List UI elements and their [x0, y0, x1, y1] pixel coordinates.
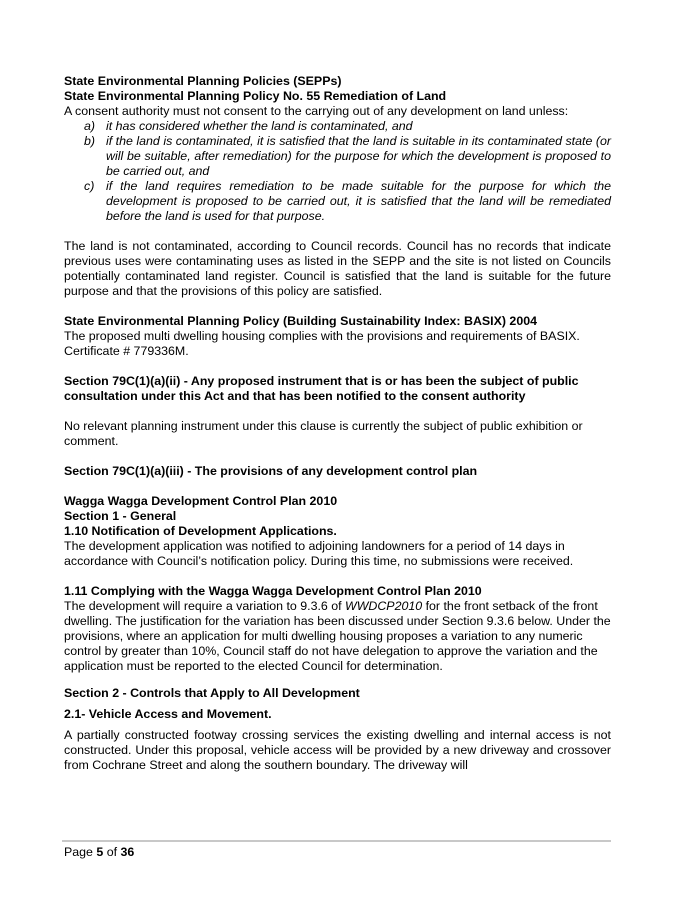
clause-item: [64, 119, 611, 134]
page-total: 36: [120, 845, 135, 859]
basix-heading: State Environmental Planning Policy (Building Sustainability Index: BASIX) 2004: [64, 314, 537, 328]
page-label: Page: [64, 845, 97, 859]
s79c-ii-paragraph: No relevant planning instrument under this clause is currently the subject of public exhibition or comment.: [64, 419, 583, 448]
clause-item: [64, 179, 611, 224]
of-label: of: [103, 845, 121, 859]
clause-text: if the land is contaminated, it is satisfied that the land is suitable in its contaminated state (or will be suitable, after remediation) for the purpose for which the development is proposed to be carried out, and: [106, 134, 611, 178]
clause-item: [64, 134, 611, 179]
basix-paragraph: The proposed multi dwelling housing complies with the provisions and requirements of BASIX. Certificate # 779336M.: [64, 329, 580, 358]
sepp55-clause-list: [64, 119, 611, 224]
wwdcp-reference: WWDCP2010: [345, 599, 423, 613]
dcp-section1-heading: Section 1 - General: [64, 509, 177, 523]
dcp-section2-heading: Section 2 - Controls that Apply to All Development: [64, 686, 360, 700]
complying-text-1: The development will require a variation to 9.3.6 of: [64, 599, 346, 613]
vehicle-access-paragraph: A partially constructed footway crossing services the existing dwelling and internal access is not constructed. Under this proposal, vehicle access will be provided by a new driveway and crossover from Cochrane Street and along the southern boundary. The driveway will: [64, 728, 611, 772]
notification-paragraph: The development application was notified to adjoining landowners for a period of 14 days in accordance with Council’s notification policy. During this time, no submissions were received.: [64, 539, 574, 568]
notification-heading: 1.10 Notification of Development Applications.: [64, 524, 337, 538]
clause-marker: c): [84, 179, 95, 193]
sepp55-heading: State Environmental Planning Policy No. 55 Remediation of Land: [64, 89, 447, 103]
page-footer: [64, 845, 134, 859]
s79c-ii-heading: Section 79C(1)(a)(ii) - Any proposed instrument that is or has been the subject of public consultation under this Act and that has been notified to the consent authority: [64, 374, 579, 403]
page-number: 5: [96, 845, 104, 859]
complying-paragraph: [64, 599, 611, 674]
clause-marker: b): [84, 134, 96, 148]
clause-marker: a): [84, 119, 96, 133]
dcp-title: Wagga Wagga Development Control Plan 2010: [64, 494, 338, 508]
contamination-paragraph: The land is not contaminated, according to Council records. Council has no records that indicate previous uses were contaminating uses as listed in the SEPP and the site is not listed on Councils potentially contaminated land register. Council is satisfied that the land is suitable for the future purpose and that the provisions of this policy are satisfied.: [64, 239, 611, 298]
document-body: [64, 74, 611, 773]
sepp55-intro: A consent authority must not consent to the carrying out of any development on land unless:: [64, 104, 569, 118]
clause-text: it has considered whether the land is contaminated, and: [106, 119, 413, 133]
clause-text: if the land requires remediation to be made suitable for the purpose for which the development is proposed to be carried out, it is satisfied that the land will be remediated before the land is used for that purpose.: [106, 179, 611, 223]
sepp-heading: State Environmental Planning Policies (SEPPs): [64, 74, 342, 88]
s79c-iii-heading: Section 79C(1)(a)(iii) - The provisions of any development control plan: [64, 464, 478, 478]
complying-heading: 1.11 Complying with the Wagga Wagga Development Control Plan 2010: [64, 584, 482, 598]
footer-divider: [62, 840, 611, 842]
vehicle-access-heading: 2.1- Vehicle Access and Movement.: [64, 707, 272, 721]
complying-text-2: for the front setback of the front dwelling. The justification for the variation has been discussed under Section 9.3.6 below. Under the provisions, where an application for multi dwelling housing proposes a variation to any numeric control by greater than 10%, Council staff do not have delegation to approve the variation and the application must be reported to the elected Council for determination.: [64, 599, 611, 673]
